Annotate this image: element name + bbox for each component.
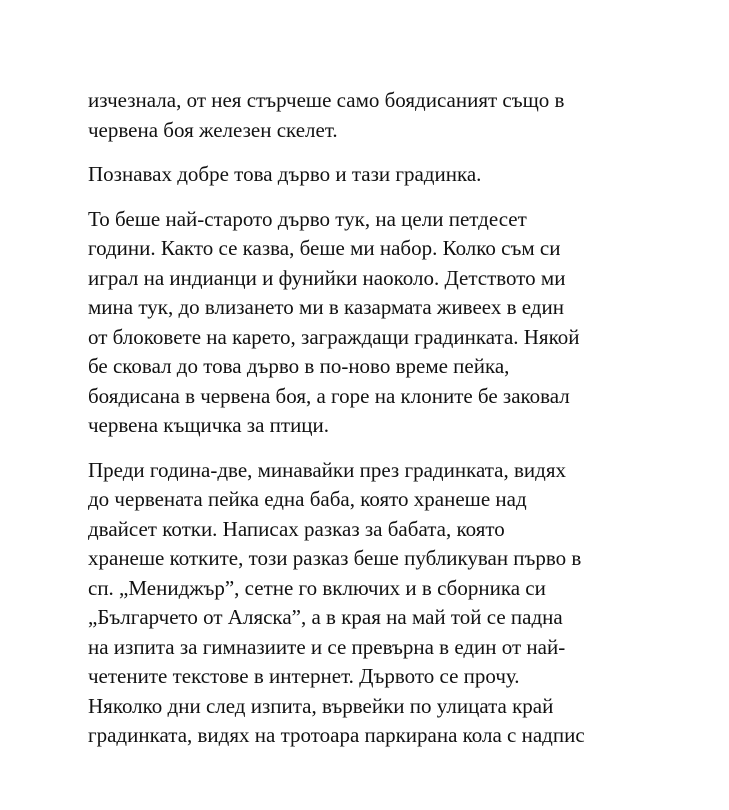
- text-line: бе сковал до това дърво в по-ново време пейка,: [88, 354, 510, 378]
- text-line: мина тук, до влизането ми в казармата живеех в един: [88, 295, 564, 319]
- text-line: градинката, видях на тротоара паркирана кола с надпис: [88, 723, 585, 747]
- text-line: червена къщичка за птици.: [88, 413, 330, 437]
- text-line: играл на индианци и фунийки наоколо. Детството ми: [88, 265, 566, 290]
- text-line: Познавах добре това дърво и тази градинка.: [88, 162, 482, 186]
- paragraph-3: [88, 205, 648, 441]
- text-line: сп. „Мениджър”, сетне го включих и в сборника си: [88, 575, 546, 600]
- text-line: хранеше котките, този разказ беше публикуван първо в: [88, 546, 582, 570]
- text-line: То беше най-старото дърво тук, на цели петдесет: [88, 206, 527, 231]
- paragraph-1: [88, 86, 648, 145]
- text-line: изчезнала, от нея стърчеше само боядисаният също в: [88, 88, 565, 112]
- text-line: от блоковете на карето, заграждащи градинката. Някой: [88, 324, 580, 349]
- text-line: на изпита за гимназиите и се превърна в един от най-: [88, 634, 566, 659]
- text-line: двайсет котки. Написах разказ за бабата, която: [88, 516, 505, 541]
- text-line: червена боя железен скелет.: [88, 117, 338, 142]
- text-line: до червената пейка една баба, която хранеше над: [88, 487, 527, 511]
- text-line: Преди година-две, минавайки през градинката, видях: [88, 457, 566, 482]
- paragraph-2: [88, 160, 648, 190]
- text-line: „Българчето от Аляска”, а в края на май той се падна: [88, 605, 563, 629]
- document-page: [88, 86, 648, 766]
- text-line: Няколко дни след изпита, вървейки по улицата край: [88, 693, 554, 718]
- text-line: четените текстове в интернет. Дървото се прочу.: [88, 664, 520, 688]
- text-line: години. Както се казва, беше ми набор. Колко съм си: [88, 236, 561, 260]
- paragraph-4: [88, 456, 648, 751]
- text-line: боядисана в червена боя, а горе на клоните бе заковал: [88, 383, 570, 408]
